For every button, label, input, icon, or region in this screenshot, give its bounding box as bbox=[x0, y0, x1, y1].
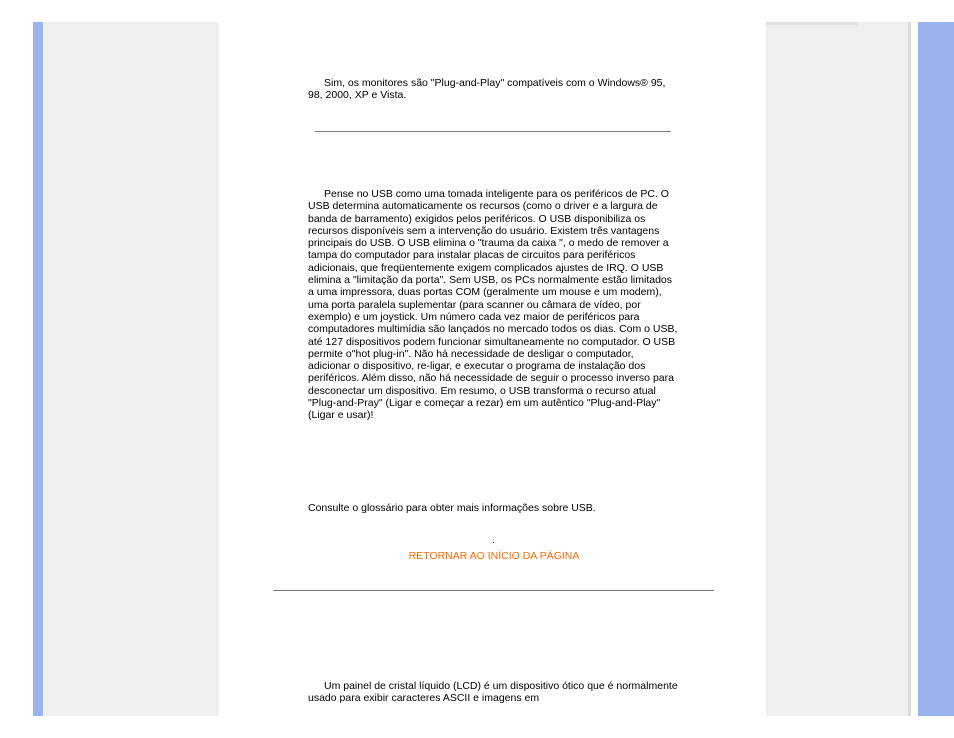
separator-dot: . bbox=[492, 535, 495, 546]
usb-explanation: Pense no USB como uma tomada inteligente para os periféricos de PC. O USB determina automaticamente os recursos (como o driver e a largura de banda de barramento) exigidos pelos periféricos. O USB disponibiliza os recursos disponíveis sem a intervenção do usuário. Existem três vantagens principais do USB. O USB elimina o "trauma da caixa ", o medo de remover a tampa do computador para instalar placas de circuitos para periféricos adicionais, que freqüentemente exigem complicados ajustes de IRQ. O USB elimina a "limitação da porta". Sem USB, os PCs normalmente estão limitados a uma impressora, duas portas COM (geralmente um mouse e um modem), uma porta paralela suplementar (para scanner ou câmara de vídeo, por exemplo) e um joystick. Um número cada vez maior de periféricos para computadores multimídia são lançados no mercado todos os dias. Com o USB, até 127 dispositivos podem funcionar simultaneamente no computador. O USB permite o"hot plug-in". Não há necessidade de desligar o computador, adicionar o dispositivo, re-ligar, e executar o programa de instalação dos periféricos. Além disso, não há necessidade de seguir o processo inverso para desconectar um dispositivo. Em resumo, o USB transforma o recurso atual "Plug-and-Pray" (Ligar e começar a rezar) em um autêntico "Plug-and-Play" (Ligar e usar)! bbox=[308, 188, 678, 422]
right-panel-divider bbox=[908, 22, 911, 716]
right-accent-bar bbox=[918, 22, 954, 716]
section-divider-short bbox=[315, 131, 671, 132]
lcd-definition: Um painel de cristal líquido (LCD) é um dispositivo ótico que é normalmente usado para exibir caracteres ASCII e imagens em bbox=[308, 680, 678, 705]
right-panel-top-strip bbox=[766, 22, 858, 25]
right-margin-panel bbox=[766, 22, 908, 716]
back-to-top-link[interactable]: RETORNAR AO INÍCIO DA PÁGINA bbox=[408, 550, 580, 562]
plug-and-play-answer: Sim, os monitores são "Plug-and-Play" compatíveis com o Windows® 95, 98, 2000, XP e Vista. bbox=[308, 77, 666, 102]
section-divider-long bbox=[273, 590, 714, 591]
usb-glossary-note: Consulte o glossário para obter mais informações sobre USB. bbox=[308, 502, 596, 514]
left-margin-panel bbox=[43, 22, 219, 716]
left-accent-bar bbox=[33, 22, 43, 716]
